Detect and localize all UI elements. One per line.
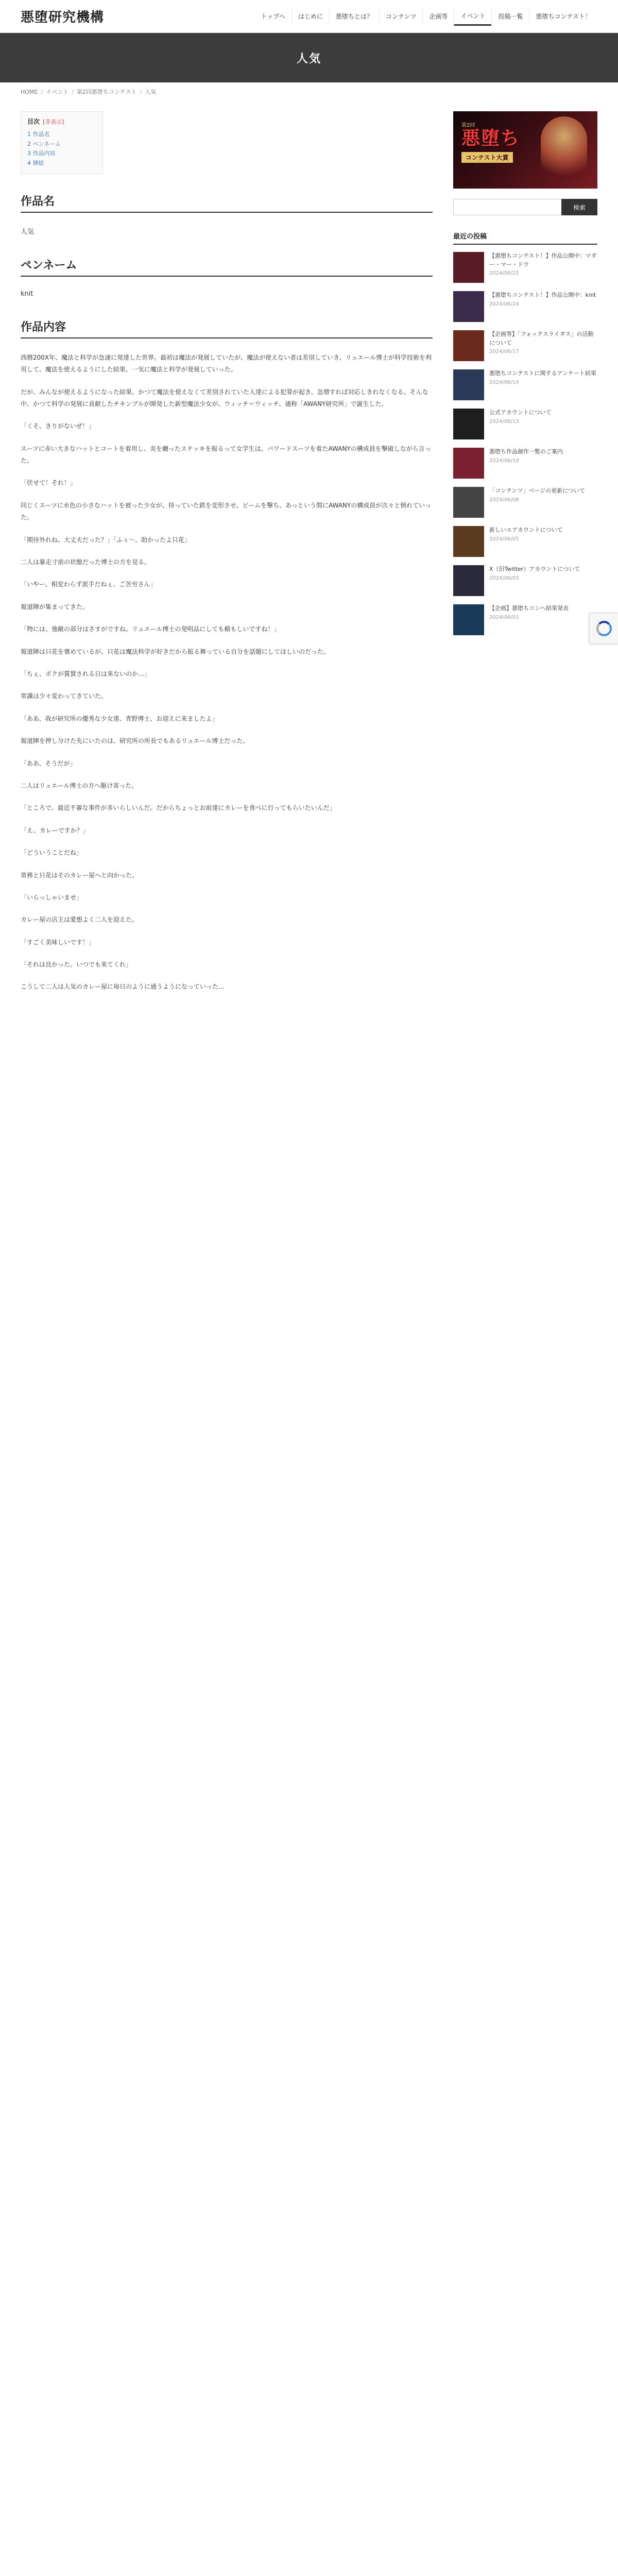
toc-item-illustration[interactable]: 4 挿絵 bbox=[27, 160, 44, 167]
table-of-contents bbox=[21, 111, 103, 174]
breadcrumb-home[interactable]: HOME bbox=[21, 88, 38, 95]
toc-item-title[interactable]: 1 作品名 bbox=[27, 131, 50, 138]
post-thumbnail[interactable] bbox=[453, 565, 484, 596]
recent-posts-title: 最近の投稿 bbox=[453, 231, 597, 245]
contest-banner[interactable] bbox=[453, 111, 597, 189]
story-paragraph: こうして二人は人気のカレー屋に毎日のように通うようになっていった… bbox=[21, 983, 225, 991]
content-container bbox=[0, 101, 618, 1004]
banner-headline: 悪堕ち bbox=[461, 128, 521, 149]
toc-toggle[interactable]: [非表示] bbox=[43, 118, 64, 125]
site-logo[interactable]: 悪堕研究機構 bbox=[21, 10, 105, 25]
toc-item-penname[interactable]: 2 ペンネーム bbox=[27, 140, 61, 147]
post-thumbnail[interactable] bbox=[453, 291, 484, 322]
post-title[interactable]: 【企画等】「フォックスライダス」の活動について bbox=[489, 331, 594, 346]
story-paragraph: 「それは良かった。いつでも来てくれ」 bbox=[21, 961, 132, 969]
post-info bbox=[489, 604, 597, 635]
breadcrumb-separator: / bbox=[72, 88, 74, 95]
recent-post-item[interactable] bbox=[453, 409, 597, 439]
story-paragraph: 常務と只花はそのカレー屋へと向かった。 bbox=[21, 871, 139, 879]
post-title[interactable]: 【悪堕ちコンテスト！】作品公開中：knit bbox=[489, 292, 596, 298]
sidebar bbox=[453, 111, 597, 1004]
post-info bbox=[489, 487, 597, 518]
pen-name: knit bbox=[21, 290, 33, 298]
post-date: 2024/06/05 bbox=[489, 536, 519, 542]
work-title: 人気 bbox=[21, 228, 35, 236]
nav-item-events[interactable]: イベント bbox=[454, 7, 491, 26]
story-paragraph: 常識は少々変わってきていた。 bbox=[21, 692, 107, 700]
post-title[interactable]: X（旧Twitter）アカウントについて bbox=[489, 566, 580, 572]
breadcrumb-contest[interactable]: 第2回悪堕ちコンテスト bbox=[76, 89, 137, 95]
story-paragraph: 二人は暴走寸前の状態だった博士の方を見る。 bbox=[21, 558, 151, 566]
toc-item-content[interactable]: 3 作品内容 bbox=[27, 150, 56, 157]
post-title[interactable]: 【企画】悪堕ちコンへ結果発表 bbox=[489, 605, 569, 612]
post-title[interactable]: 悪堕ちコンテストに関するアンケート結果 bbox=[489, 370, 596, 377]
story-paragraph: 「ところで、最近不審な事件が多いらしいんだ。だからちょっとお前達にカレーを食べに行ってもらいたいんだ」 bbox=[21, 804, 336, 812]
section-heading-title: 作品名 bbox=[21, 193, 433, 213]
story-paragraph: 「いらっしゃいませ」 bbox=[21, 893, 83, 901]
post-info bbox=[489, 252, 597, 283]
post-info bbox=[489, 409, 597, 439]
section-heading-content: 作品内容 bbox=[21, 318, 433, 338]
story-paragraph: 「すごく美味しいです！」 bbox=[21, 938, 95, 946]
story-paragraph: 同じくスーツに水色の小さなハットを被った少女が、持っていた鉄を変形させ、ビームを撃ち、あっという間にAWANYの構成員が次々と倒れていった。 bbox=[21, 501, 432, 521]
banner-text bbox=[461, 121, 520, 163]
recent-post-item[interactable] bbox=[453, 526, 597, 557]
recent-post-item[interactable] bbox=[453, 330, 597, 361]
story-paragraph: 二人はリュエール博士の方へ駆け寄った。 bbox=[21, 782, 138, 789]
post-thumbnail[interactable] bbox=[453, 369, 484, 400]
story-paragraph: 「ああ、そうだが」 bbox=[21, 759, 76, 767]
breadcrumb-separator: / bbox=[41, 88, 43, 95]
main-nav bbox=[255, 7, 597, 26]
search-form bbox=[453, 199, 597, 215]
post-date: 2024/06/01 bbox=[489, 614, 519, 620]
breadcrumb bbox=[0, 82, 618, 101]
post-title[interactable]: 公式アカウントについて bbox=[489, 409, 552, 416]
story-paragraph: スーツに赤い大きなハットとコートを着用し、炎を纏ったステッキを振るって女学生は、パワードスーツを着たAWANYの構成員を撃破しながら言った。 bbox=[21, 445, 431, 465]
story-paragraph: 報道陣は只花を褒めているが、只花は魔法科学が好きだから振る舞っている自分を話題にしてほしいのだった。 bbox=[21, 648, 330, 655]
nav-item-posts[interactable]: 投稿一覧 bbox=[491, 8, 529, 25]
post-thumbnail[interactable] bbox=[453, 448, 484, 479]
post-title[interactable]: 新しいエアカウントについて bbox=[489, 527, 563, 533]
post-title[interactable]: 【悪堕ちコンテスト！】作品公開中：マダー・マー・ドウ bbox=[489, 252, 597, 268]
post-date: 2024/06/08 bbox=[489, 497, 519, 503]
story-body bbox=[21, 352, 433, 993]
recaptcha-icon bbox=[596, 621, 612, 636]
nav-item-intro[interactable]: はじめに bbox=[291, 8, 329, 25]
page-title: 人気 bbox=[296, 52, 321, 65]
recent-post-item[interactable] bbox=[453, 369, 597, 400]
post-info bbox=[489, 448, 597, 479]
story-paragraph: 「え、カレーですか？」 bbox=[21, 826, 89, 834]
story-paragraph: 「伏せて！それ！」 bbox=[21, 479, 77, 487]
post-date: 2024/06/14 bbox=[489, 379, 519, 385]
post-thumbnail[interactable] bbox=[453, 526, 484, 557]
recent-posts-list bbox=[453, 252, 597, 635]
search-button[interactable]: 検索 bbox=[561, 199, 597, 215]
recent-post-item[interactable] bbox=[453, 487, 597, 518]
banner-character-art bbox=[541, 116, 587, 183]
banner-subtitle: コンテスト大賞 bbox=[461, 152, 513, 163]
recent-post-item[interactable] bbox=[453, 252, 597, 283]
post-info bbox=[489, 565, 597, 596]
story-paragraph: 「期待外れね、大丈夫だった？」「ふぅ～、助かったよ只花」 bbox=[21, 536, 191, 544]
story-paragraph: 「物には、強敵の部分はさすがですね。リュエール博士の発明品にしても頼もしいですね！」 bbox=[21, 625, 280, 633]
breadcrumb-events[interactable]: イベント bbox=[46, 89, 69, 95]
toc-list bbox=[27, 130, 96, 168]
main-content bbox=[21, 111, 433, 1004]
post-title[interactable]: 「コンテンツ」ページの更新について bbox=[489, 487, 586, 494]
post-thumbnail[interactable] bbox=[453, 409, 484, 439]
post-date: 2024/06/24 bbox=[489, 301, 519, 307]
toc-title: 目次 bbox=[27, 118, 40, 125]
post-date: 2024/06/17 bbox=[489, 349, 519, 354]
post-date: 2024/06/03 bbox=[489, 575, 519, 581]
post-thumbnail[interactable] bbox=[453, 487, 484, 518]
post-info bbox=[489, 369, 597, 400]
post-thumbnail[interactable] bbox=[453, 330, 484, 361]
nav-item-projects[interactable]: 企画等 bbox=[422, 8, 454, 25]
nav-item-contents[interactable]: コンテンツ bbox=[379, 8, 422, 25]
nav-item-contest[interactable]: 悪堕ちコンテスト！ bbox=[529, 8, 597, 25]
banner-edition: 第2回 bbox=[461, 123, 475, 128]
nav-item-about[interactable]: 悪堕ちとは？ bbox=[329, 8, 379, 25]
recaptcha-badge[interactable] bbox=[589, 613, 618, 644]
post-info bbox=[489, 291, 597, 322]
site-header bbox=[0, 0, 618, 33]
post-date: 2024/06/22 bbox=[489, 270, 519, 276]
toc-header bbox=[27, 117, 96, 126]
story-paragraph: 「くそ、きりがないぜ！」 bbox=[21, 422, 95, 430]
recent-post-item[interactable] bbox=[453, 448, 597, 479]
story-paragraph: 西暦200X年、魔法と科学が急速に発達した世界。最初は魔法が発展していたが、魔法が使えない者は差別していき、リュエール博士が科学技術を利用して、魔法を使えるようにした結果、一気に魔法と科学が発展していった。 bbox=[21, 353, 432, 374]
hero-banner bbox=[0, 33, 618, 82]
story-paragraph: 報道陣が集まってきた。 bbox=[21, 603, 89, 611]
recent-post-item[interactable] bbox=[453, 565, 597, 596]
story-paragraph: カレー屋の店主は愛想よく二人を迎えた。 bbox=[21, 916, 139, 924]
post-info bbox=[489, 526, 597, 557]
breadcrumb-current: 人気 bbox=[145, 89, 157, 95]
post-thumbnail[interactable] bbox=[453, 252, 484, 283]
section-heading-penname: ペンネーム bbox=[21, 257, 433, 277]
post-info bbox=[489, 330, 597, 361]
post-title[interactable]: 悪堕ち作品創作一覧のご案内 bbox=[489, 448, 563, 455]
post-date: 2024/06/13 bbox=[489, 418, 519, 425]
recent-post-item[interactable] bbox=[453, 604, 597, 635]
breadcrumb-separator: / bbox=[140, 88, 142, 95]
search-input[interactable] bbox=[453, 199, 561, 215]
recent-post-item[interactable] bbox=[453, 291, 597, 322]
story-paragraph: 「いやー、相変わらず派手だねぇ、ご苦労さん」 bbox=[21, 581, 157, 588]
story-paragraph: 「どういうことだね」 bbox=[21, 849, 83, 857]
nav-item-top[interactable]: トップへ bbox=[261, 13, 285, 20]
story-paragraph: 報道陣を押し分けた先にいたのは、研究所の所長でもあるリュエール博士だった。 bbox=[21, 737, 249, 745]
story-paragraph: 「ちぇ、ボクが賞賛される日は来ないのか…」 bbox=[21, 670, 151, 677]
post-date: 2024/06/10 bbox=[489, 457, 519, 464]
story-paragraph: 「ああ、我が研究所の優秀な少女達、青野博士、お迎えに来ましたよ」 bbox=[21, 715, 218, 722]
story-paragraph: だが、みんなが使えるようになった結果、かつて魔法を使えなくて差別されていた人達による犯罪が起き、急増すれば対応しきれなくなる。そんな中、かつて科学の発展に貢献したチキンブルが開発した新型魔法少女が、ウィッチ＝ウィッチ、通称「AWANY研究所」で誕生した。 bbox=[21, 388, 428, 408]
post-thumbnail[interactable] bbox=[453, 604, 484, 635]
